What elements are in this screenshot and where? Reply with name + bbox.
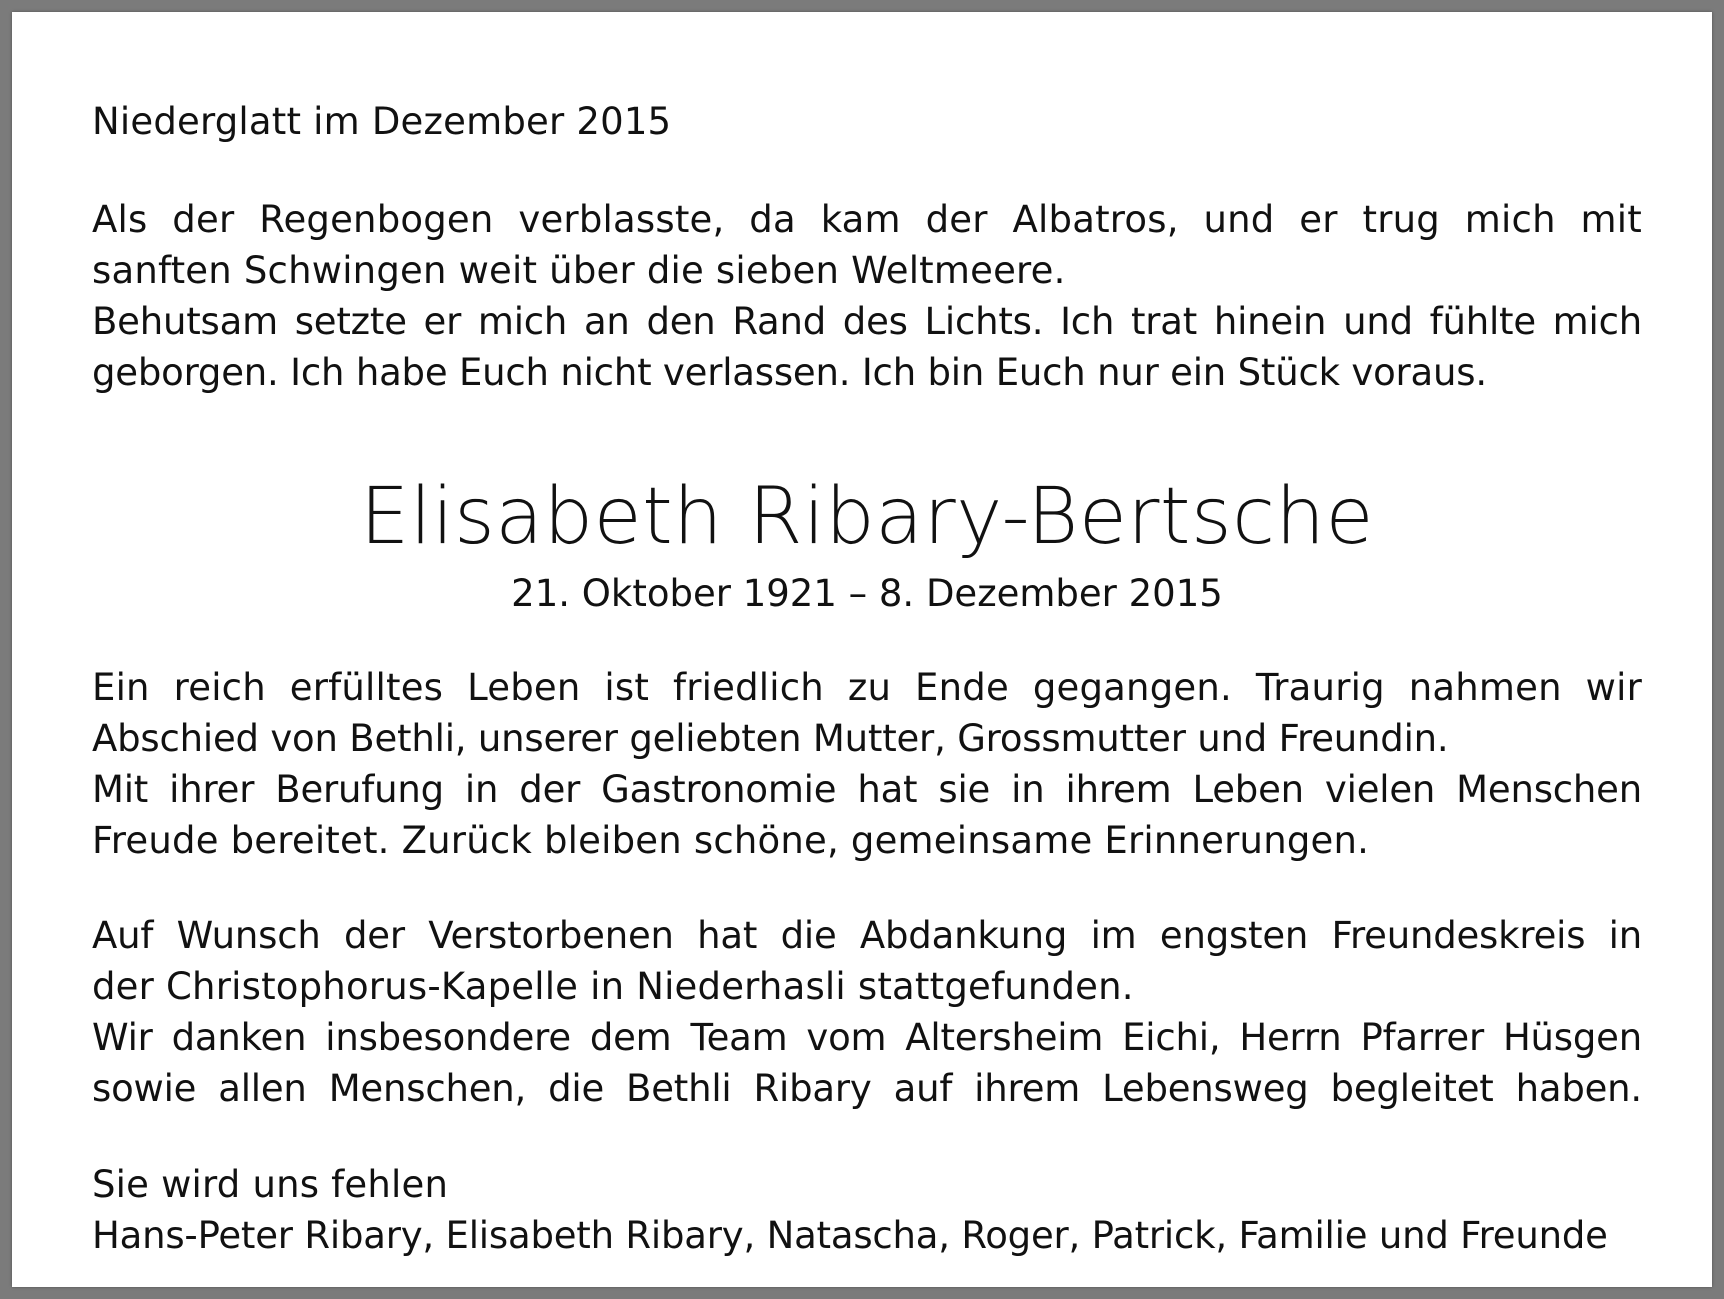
paragraph-line: Abschied von Bethli, unserer geliebten Mutter, Grossmutter und Freundin. xyxy=(92,717,1449,760)
paragraph-life xyxy=(92,662,1642,866)
obituary-notice xyxy=(12,12,1712,1287)
poem-line: Als der Regenbogen verblasste, da kam der Albatros, und er trug mich mit xyxy=(92,198,1642,241)
paragraph-line: der Christophorus-Kapelle in Niederhasli stattgefunden. xyxy=(92,965,1134,1008)
closing-line: Sie wird uns fehlen xyxy=(92,1163,449,1206)
notice-content xyxy=(92,96,1642,1261)
paragraph-line: Wir danken insbesondere dem Team vom Altersheim Eichi, Herrn Pfarrer Hüsgen xyxy=(92,1016,1642,1059)
closing-block xyxy=(92,1159,1642,1261)
deceased-name: Elisabeth Ribary-Bertsche xyxy=(360,472,1374,562)
paragraph-service xyxy=(92,910,1642,1114)
paragraph-line: sowie allen Menschen, die Bethli Ribary auf ihrem Lebensweg begleitet haben. xyxy=(92,1067,1642,1110)
place-date-line: Niederglatt im Dezember 2015 xyxy=(92,100,672,143)
signatories: Hans-Peter Ribary, Elisabeth Ribary, Natascha, Roger, Patrick, Familie und Freunde xyxy=(92,1214,1608,1257)
life-dates: 21. Oktober 1921 – 8. Dezember 2015 xyxy=(511,572,1223,615)
paragraph-line: Freude bereitet. Zurück bleiben schöne, gemeinsame Erinnerungen. xyxy=(92,819,1370,862)
paragraph-line: Auf Wunsch der Verstorbenen hat die Abdankung im engsten Freundeskreis in xyxy=(92,914,1642,957)
paragraph-line: Mit ihrer Berufung in der Gastronomie hat sie in ihrem Leben vielen Menschen xyxy=(92,768,1642,811)
poem-line: sanften Schwingen weit über die sieben Weltmeere. xyxy=(92,249,1066,292)
paragraph-line: Ein reich erfülltes Leben ist friedlich zu Ende gegangen. Traurig nahmen wir xyxy=(92,666,1642,709)
poem-block xyxy=(92,194,1642,398)
poem-line: geborgen. Ich habe Euch nicht verlassen. Ich bin Euch nur ein Stück voraus. xyxy=(92,351,1487,394)
poem-line: Behutsam setzte er mich an den Rand des Lichts. Ich trat hinein und fühlte mich xyxy=(92,300,1642,343)
